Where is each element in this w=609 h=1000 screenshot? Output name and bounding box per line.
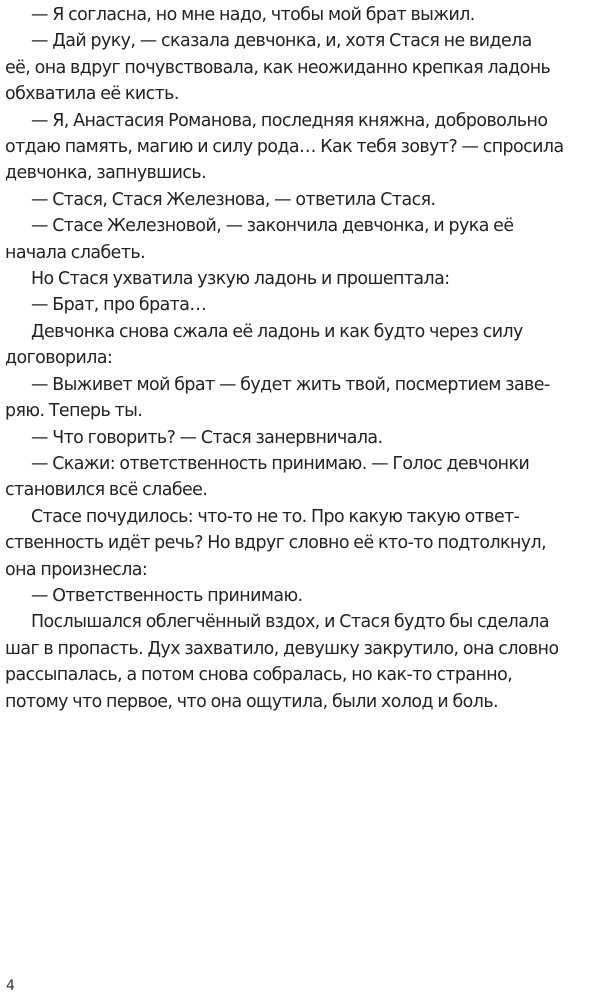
text-line: — Выживет мой брат — будет жить твой, посмертием заве- xyxy=(31,374,550,395)
text-line: Послышался облегчённый вздох, и Стася будто бы сделала xyxy=(31,612,550,633)
text-line: рассыпалась, а потом снова собралась, но как-то странно, xyxy=(5,665,513,686)
text-line: Но Стася ухватила узкую ладонь и прошептала: xyxy=(31,269,450,290)
text-line: девчонка, запнувшись. xyxy=(5,163,207,184)
text-line: — Я согласна, но мне надо, чтобы мой брат выжил. xyxy=(31,5,475,25)
text-line: ственность идёт речь? Но вдруг словно её кто-то подтолкнул, xyxy=(5,533,547,554)
text-line: её, она вдруг почувствовала, как неожиданно крепкая ладонь xyxy=(5,57,551,78)
text-line: обхватила её кисть. xyxy=(5,84,179,105)
text-line: — Что говорить? — Стася занервничала. xyxy=(31,427,383,448)
text-line: шаг в пропасть. Дух захватило, девушку закрутило, она словно xyxy=(5,638,559,659)
text-line: — Брат, про брата… xyxy=(31,295,207,316)
page-number: 4 xyxy=(6,978,15,994)
text-line: — Стасе Железновой, — закончила девчонка, и рука её xyxy=(31,216,514,237)
text-line: — Стася, Стася Железнова, — ответила Стася. xyxy=(31,189,436,210)
text-line: становился всё слабее. xyxy=(5,480,208,501)
text-line: отдаю память, магию и силу рода… Как тебя зовут? — спросила xyxy=(5,137,564,158)
text-line: — Я, Анастасия Романова, последняя княжна, добровольно xyxy=(31,110,548,131)
text-line: — Дай руку, — сказала девчонка, и, хотя Стася не видела xyxy=(31,31,532,52)
text-line: — Ответственность принимаю. xyxy=(31,585,303,606)
text-line: договорила: xyxy=(5,348,113,369)
text-line: начала слабеть. xyxy=(5,242,146,263)
page-text xyxy=(5,2,605,715)
text-line: ряю. Теперь ты. xyxy=(5,401,143,422)
text-line: Девчонка снова сжала её ладонь и как будто через силу xyxy=(31,321,523,342)
text-line: она произнесла: xyxy=(5,559,148,580)
text-line: — Скажи: ответственность принимаю. — Голос девчонки xyxy=(31,453,530,474)
text-line: потому что первое, что она ощутила, были холод и боль. xyxy=(5,691,499,712)
text-line: Стасе почудилось: что-то не то. Про какую такую ответ- xyxy=(31,506,520,527)
